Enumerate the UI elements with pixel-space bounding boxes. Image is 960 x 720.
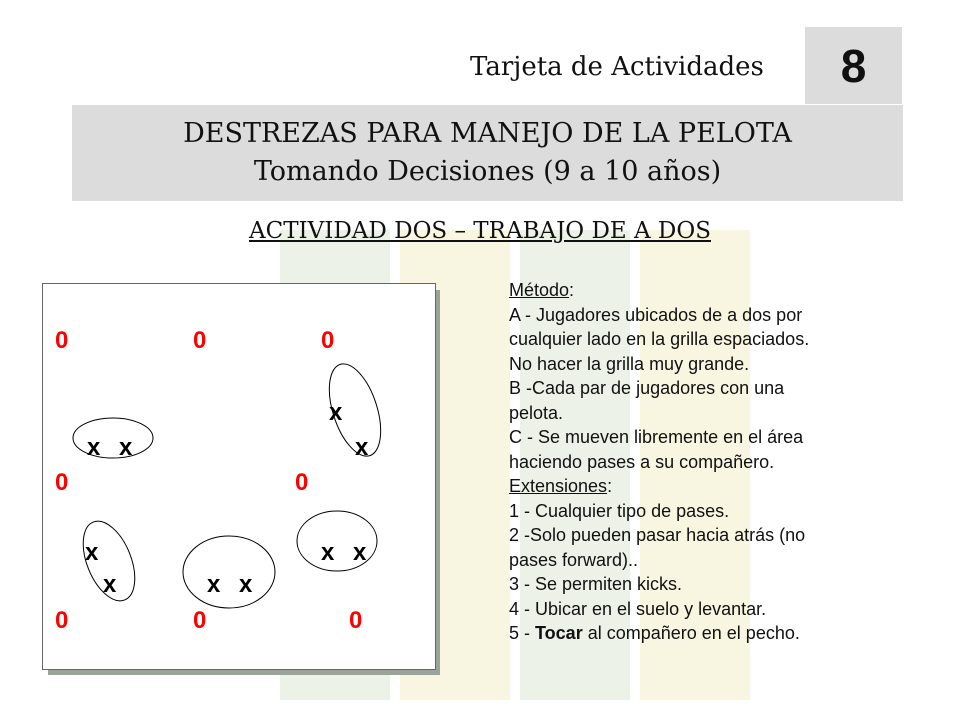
cone-marker: 0 bbox=[55, 607, 69, 634]
method-a-line: A - Jugadores ubicados de a dos por bbox=[509, 304, 803, 325]
method-b-line: pelota. bbox=[509, 402, 564, 423]
player-marker: x bbox=[85, 539, 99, 566]
title-banner bbox=[72, 105, 903, 201]
card-title: Tarjeta de Actividades bbox=[470, 52, 764, 82]
drill-diagram-svg bbox=[43, 284, 435, 669]
cone-marker: 0 bbox=[193, 607, 207, 634]
extension-bold-word: Tocar bbox=[535, 623, 583, 643]
method-panel bbox=[509, 278, 949, 646]
extension-item bbox=[509, 621, 949, 646]
player-marker: x bbox=[119, 434, 133, 461]
player-marker: x bbox=[353, 539, 367, 566]
extensions-heading bbox=[509, 474, 949, 499]
player-marker: x bbox=[321, 539, 335, 566]
extension-item: pases forward).. bbox=[509, 549, 639, 570]
drill-diagram bbox=[42, 283, 436, 670]
cone-marker: 0 bbox=[349, 607, 363, 634]
pair-ring bbox=[183, 536, 275, 608]
pair-ring bbox=[73, 418, 153, 458]
extension-item: 3 - Se permiten kicks. bbox=[509, 574, 683, 594]
extension-rest: al compañero en el pecho. bbox=[582, 623, 800, 643]
banner-title: DESTREZAS PARA MANEJO DE LA PELOTA bbox=[183, 118, 792, 149]
extensions-colon: : bbox=[607, 476, 613, 496]
method-b-line: B -Cada par de jugadores con una bbox=[509, 378, 785, 398]
player-marker: x bbox=[87, 434, 101, 461]
player-marker: x bbox=[103, 571, 117, 598]
cone-marker: 0 bbox=[295, 469, 309, 496]
method-a-line: No hacer la grilla muy grande. bbox=[509, 353, 750, 374]
cone-marker: 0 bbox=[321, 327, 335, 354]
cone-marker: 0 bbox=[55, 327, 69, 354]
extension-item: 1 - Cualquier tipo de pases. bbox=[509, 500, 730, 521]
player-marker: x bbox=[329, 399, 343, 426]
method-colon: : bbox=[569, 280, 575, 300]
player-marker: x bbox=[239, 571, 253, 598]
method-heading bbox=[509, 278, 949, 303]
extension-item: 4 - Ubicar en el suelo y levantar. bbox=[509, 598, 767, 619]
method-c-line: haciendo pases a su compañero. bbox=[509, 451, 775, 472]
player-marker: x bbox=[207, 571, 221, 598]
extensions-label: Extensiones bbox=[509, 476, 608, 496]
extension-item: 2 -Solo pueden pasar hacia atrás (no bbox=[509, 525, 806, 545]
method-c-line: C - Se mueven libremente en el área bbox=[509, 427, 804, 447]
cone-marker: 0 bbox=[55, 469, 69, 496]
activity-heading: ACTIVIDAD DOS – TRABAJO DE A DOS bbox=[249, 218, 711, 244]
card-number: 8 bbox=[805, 27, 902, 104]
method-label: Método bbox=[509, 280, 570, 300]
cone-marker: 0 bbox=[193, 327, 207, 354]
player-marker: x bbox=[355, 434, 369, 461]
banner-subtitle: Tomando Decisiones (9 a 10 años) bbox=[253, 156, 722, 187]
method-a-line: cualquier lado en la grilla espaciados. bbox=[509, 329, 810, 349]
extension-prefix: 5 - bbox=[509, 623, 536, 643]
